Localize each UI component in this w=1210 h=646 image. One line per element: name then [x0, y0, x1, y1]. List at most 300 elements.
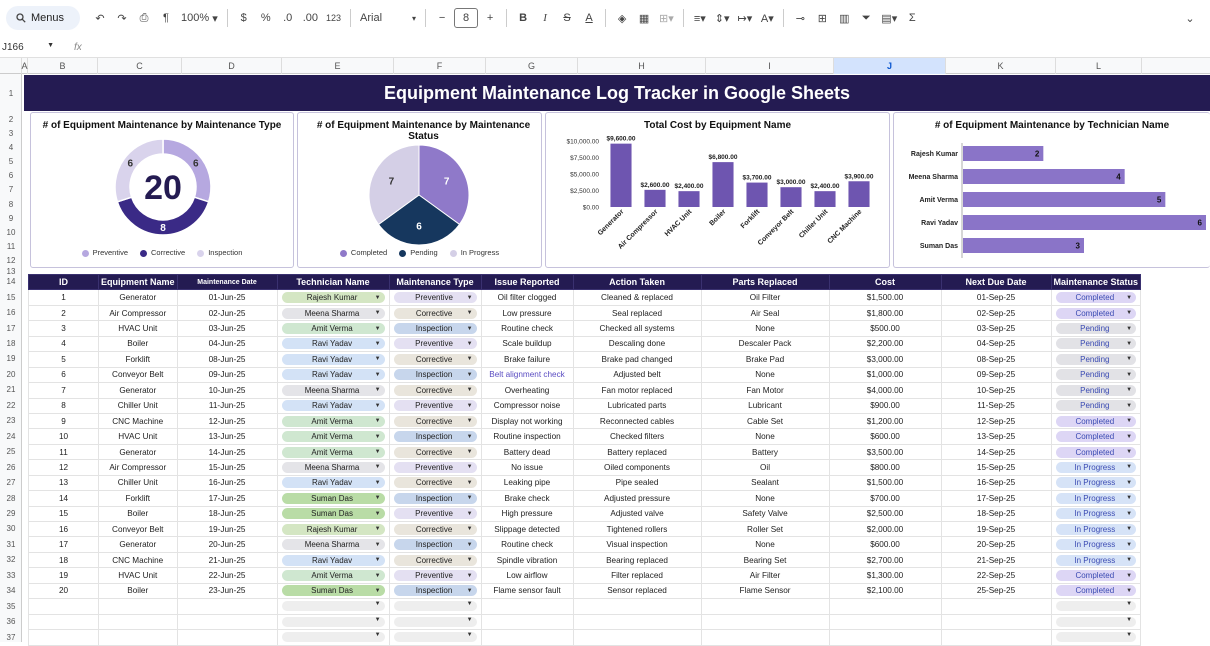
dropdown-chip[interactable]: [1056, 447, 1137, 458]
column-heading[interactable]: Maintenance Type: [389, 275, 481, 290]
table-cell[interactable]: Bearing Set: [701, 552, 829, 567]
dropdown-chip[interactable]: [394, 400, 477, 411]
column-header[interactable]: J: [834, 58, 946, 74]
table-cell[interactable]: Lubricant: [701, 398, 829, 413]
table-cell[interactable]: Brake pad changed: [573, 352, 701, 367]
row-header[interactable]: 5: [8, 157, 14, 167]
row-header[interactable]: 17: [6, 323, 16, 333]
row-header[interactable]: 3: [8, 128, 14, 138]
table-cell[interactable]: 09-Sep-25: [941, 367, 1051, 382]
text-rotation-icon[interactable]: A▾: [760, 12, 774, 25]
table-cell[interactable]: $1,300.00: [829, 568, 941, 583]
row-header[interactable]: 31: [6, 539, 16, 549]
column-heading[interactable]: Equipment Name: [99, 275, 178, 290]
row-header[interactable]: 28: [6, 493, 16, 503]
table-cell[interactable]: 14-Sep-25: [941, 444, 1051, 459]
dropdown-chip[interactable]: [282, 524, 385, 535]
dropdown-chip[interactable]: [394, 385, 477, 396]
table-cell[interactable]: 22-Sep-25: [941, 568, 1051, 583]
table-cell[interactable]: Boiler: [99, 506, 178, 521]
row-header[interactable]: 29: [6, 508, 16, 518]
table-cell[interactable]: 19-Jun-25: [177, 522, 277, 537]
table-cell[interactable]: 18-Sep-25: [941, 506, 1051, 521]
table-cell[interactable]: Air Compressor: [99, 460, 178, 475]
dropdown-chip[interactable]: [1056, 477, 1137, 488]
technician-dropdown[interactable]: [277, 321, 389, 336]
zoom-select[interactable]: 100% ▾: [181, 12, 218, 25]
table-cell[interactable]: $1,000.00: [829, 367, 941, 382]
paint-format-icon[interactable]: ¶: [163, 12, 169, 24]
dropdown-chip[interactable]: [1056, 338, 1137, 349]
table-cell[interactable]: Chiller Unit: [99, 475, 178, 490]
row-header[interactable]: 12: [6, 256, 16, 266]
table-cell[interactable]: Spindle vibration: [481, 552, 573, 567]
table-cell[interactable]: Adjusted belt: [573, 367, 701, 382]
row-header[interactable]: 10: [6, 228, 16, 238]
technician-dropdown[interactable]: [277, 367, 389, 382]
table-cell[interactable]: $3,000.00: [829, 352, 941, 367]
table-cell[interactable]: Conveyor Belt: [99, 367, 178, 382]
table-cell[interactable]: [701, 599, 829, 614]
table-cell[interactable]: None: [701, 537, 829, 552]
table-cell[interactable]: 4: [29, 336, 99, 351]
table-cell[interactable]: Leaking pipe: [481, 475, 573, 490]
dropdown-chip[interactable]: [282, 323, 385, 334]
table-cell[interactable]: $2,700.00: [829, 552, 941, 567]
table-cell[interactable]: [277, 614, 389, 629]
table-cell[interactable]: 08-Jun-25: [177, 352, 277, 367]
table-cell[interactable]: Roller Set: [701, 522, 829, 537]
table-cell[interactable]: 11-Sep-25: [941, 398, 1051, 413]
table-cell[interactable]: $800.00: [829, 460, 941, 475]
dropdown-chip[interactable]: [1056, 323, 1137, 334]
table-cell[interactable]: Routine inspection: [481, 429, 573, 444]
row-header[interactable]: 22: [6, 400, 16, 410]
table-cell[interactable]: 19: [29, 568, 99, 583]
collapse-toolbar-icon[interactable]: ⌄: [1185, 12, 1195, 25]
dropdown-chip[interactable]: [1056, 354, 1137, 365]
table-cell[interactable]: $2,500.00: [829, 506, 941, 521]
table-cell[interactable]: 04-Jun-25: [177, 336, 277, 351]
technician-dropdown[interactable]: [277, 522, 389, 537]
table-cell[interactable]: [481, 599, 573, 614]
table-cell[interactable]: [389, 599, 481, 614]
table-cell[interactable]: 08-Sep-25: [941, 352, 1051, 367]
table-cell[interactable]: Generator: [99, 383, 178, 398]
table-cell[interactable]: $2,000.00: [829, 522, 941, 537]
table-cell[interactable]: Generator: [99, 290, 178, 305]
table-cell[interactable]: Brake check: [481, 491, 573, 506]
status-dropdown[interactable]: [1051, 290, 1141, 305]
table-cell[interactable]: [1051, 614, 1141, 629]
dropdown-chip[interactable]: [282, 477, 385, 488]
table-cell[interactable]: [277, 599, 389, 614]
status-dropdown[interactable]: [1051, 383, 1141, 398]
row-header[interactable]: 8: [8, 199, 14, 209]
table-cell[interactable]: [29, 630, 99, 645]
technician-dropdown[interactable]: [277, 568, 389, 583]
dropdown-chip[interactable]: [282, 493, 385, 504]
table-cell[interactable]: [277, 630, 389, 645]
dropdown-chip[interactable]: [1056, 385, 1137, 396]
row-header[interactable]: 20: [6, 369, 16, 379]
column-header[interactable]: D: [182, 58, 282, 74]
table-cell[interactable]: CNC Machine: [99, 413, 178, 428]
row-header[interactable]: 37: [6, 632, 16, 642]
table-cell[interactable]: [573, 599, 701, 614]
insert-link-icon[interactable]: ⊸: [795, 12, 805, 25]
table-cell[interactable]: [701, 630, 829, 645]
table-cell[interactable]: Checked filters: [573, 429, 701, 444]
undo-icon[interactable]: ↶: [95, 12, 105, 25]
table-cell[interactable]: Oil filter clogged: [481, 290, 573, 305]
status-dropdown[interactable]: [1051, 336, 1141, 351]
status-dropdown[interactable]: [1051, 305, 1141, 320]
table-cell[interactable]: 15: [29, 506, 99, 521]
table-cell[interactable]: [29, 599, 99, 614]
table-cell[interactable]: Sensor replaced: [573, 583, 701, 598]
table-cell[interactable]: [177, 630, 277, 645]
table-cell[interactable]: 20-Jun-25: [177, 537, 277, 552]
dropdown-chip[interactable]: [394, 447, 477, 458]
status-dropdown[interactable]: [1051, 460, 1141, 475]
row-header[interactable]: 2: [8, 114, 14, 124]
decrease-font-size-button[interactable]: −: [438, 12, 446, 24]
table-cell[interactable]: $500.00: [829, 321, 941, 336]
table-cell[interactable]: Seal replaced: [573, 305, 701, 320]
dropdown-chip[interactable]: [394, 508, 477, 519]
table-cell[interactable]: [177, 599, 277, 614]
row-header[interactable]: 16: [6, 308, 16, 318]
table-cell[interactable]: None: [701, 491, 829, 506]
status-dropdown[interactable]: [1051, 491, 1141, 506]
table-cell[interactable]: 14: [29, 491, 99, 506]
table-cell[interactable]: Sealant: [701, 475, 829, 490]
row-header[interactable]: 15: [6, 292, 16, 302]
table-cell[interactable]: 21-Jun-25: [177, 552, 277, 567]
dropdown-chip[interactable]: [394, 369, 477, 380]
status-dropdown[interactable]: [1051, 568, 1141, 583]
horizontal-align-icon[interactable]: ≡▾: [693, 12, 706, 25]
dropdown-chip[interactable]: [282, 539, 385, 550]
table-cell[interactable]: Oiled components: [573, 460, 701, 475]
functions-icon[interactable]: Σ: [908, 12, 916, 24]
table-cell[interactable]: [1051, 599, 1141, 614]
table-cell[interactable]: 09-Jun-25: [177, 367, 277, 382]
table-cell[interactable]: High pressure: [481, 506, 573, 521]
menus-search[interactable]: [6, 6, 80, 30]
table-cell[interactable]: [829, 599, 941, 614]
fill-color-icon[interactable]: ◈: [617, 12, 627, 25]
table-cell[interactable]: Fan Motor: [701, 383, 829, 398]
table-cell[interactable]: Tightened rollers: [573, 522, 701, 537]
table-cell[interactable]: 20: [29, 583, 99, 598]
maintenance-type-dropdown[interactable]: [389, 444, 481, 459]
maintenance-type-dropdown[interactable]: [389, 537, 481, 552]
table-cell[interactable]: $4,000.00: [829, 383, 941, 398]
table-cell[interactable]: 5: [29, 352, 99, 367]
dropdown-chip[interactable]: [282, 585, 385, 596]
table-cell[interactable]: 1: [29, 290, 99, 305]
dropdown-chip[interactable]: [394, 354, 477, 365]
table-cell[interactable]: 18-Jun-25: [177, 506, 277, 521]
row-header[interactable]: 23: [6, 416, 16, 426]
table-cell[interactable]: 12-Sep-25: [941, 413, 1051, 428]
table-cell[interactable]: Low pressure: [481, 305, 573, 320]
increase-font-size-button[interactable]: +: [486, 12, 494, 24]
maintenance-type-dropdown[interactable]: [389, 336, 481, 351]
column-header[interactable]: K: [946, 58, 1056, 74]
table-cell[interactable]: 03-Jun-25: [177, 321, 277, 336]
table-cell[interactable]: 10: [29, 429, 99, 444]
dropdown-chip[interactable]: [394, 323, 477, 334]
column-heading[interactable]: Issue Reported: [481, 275, 573, 290]
dropdown-chip[interactable]: [394, 555, 477, 566]
table-cell[interactable]: Forklift: [99, 491, 178, 506]
table-cell[interactable]: Battery dead: [481, 444, 573, 459]
dropdown-chip[interactable]: [1056, 524, 1137, 535]
dropdown-chip[interactable]: [1056, 508, 1137, 519]
table-cell[interactable]: Low airflow: [481, 568, 573, 583]
column-heading[interactable]: Next Due Date: [941, 275, 1051, 290]
dropdown-chip[interactable]: [394, 416, 477, 427]
table-cell[interactable]: Pipe sealed: [573, 475, 701, 490]
redo-icon[interactable]: ↷: [117, 12, 127, 25]
column-header[interactable]: I: [706, 58, 834, 74]
maintenance-type-dropdown[interactable]: [389, 367, 481, 382]
table-cell[interactable]: HVAC Unit: [99, 321, 178, 336]
status-dropdown[interactable]: [1051, 552, 1141, 567]
table-cell[interactable]: 15-Jun-25: [177, 460, 277, 475]
column-heading[interactable]: Parts Replaced: [701, 275, 829, 290]
maintenance-type-chart[interactable]: [30, 112, 294, 268]
dropdown-chip[interactable]: [1056, 292, 1137, 303]
dropdown-chip[interactable]: [1056, 369, 1137, 380]
table-cell[interactable]: Belt alignment check: [481, 367, 573, 382]
column-header[interactable]: F: [394, 58, 486, 74]
insert-chart-icon[interactable]: ▥: [839, 12, 850, 25]
table-cell[interactable]: [177, 614, 277, 629]
table-cell[interactable]: None: [701, 367, 829, 382]
table-cell[interactable]: 21-Sep-25: [941, 552, 1051, 567]
dropdown-chip[interactable]: [282, 555, 385, 566]
table-cell[interactable]: 01-Jun-25: [177, 290, 277, 305]
table-cell[interactable]: Scale buildup: [481, 336, 573, 351]
row-header[interactable]: 36: [6, 617, 16, 627]
table-cell[interactable]: Generator: [99, 444, 178, 459]
row-header[interactable]: 24: [6, 431, 16, 441]
empty-dropdown[interactable]: [1056, 601, 1137, 611]
table-cell[interactable]: 14-Jun-25: [177, 444, 277, 459]
row-header[interactable]: 1: [8, 88, 14, 98]
technician-dropdown[interactable]: [277, 460, 389, 475]
table-cell[interactable]: Filter replaced: [573, 568, 701, 583]
dropdown-chip[interactable]: [282, 431, 385, 442]
maintenance-type-dropdown[interactable]: [389, 398, 481, 413]
table-cell[interactable]: Cleaned & replaced: [573, 290, 701, 305]
percent-format-button[interactable]: %: [260, 12, 271, 24]
table-cell[interactable]: 3: [29, 321, 99, 336]
status-dropdown[interactable]: [1051, 367, 1141, 382]
column-header[interactable]: E: [282, 58, 394, 74]
table-cell[interactable]: [29, 614, 99, 629]
font-select[interactable]: [357, 7, 419, 29]
table-cell[interactable]: [99, 614, 178, 629]
table-cell[interactable]: Overheating: [481, 383, 573, 398]
column-header[interactable]: L: [1056, 58, 1142, 74]
table-cell[interactable]: 6: [29, 367, 99, 382]
table-cell[interactable]: [99, 599, 178, 614]
table-cell[interactable]: $3,500.00: [829, 444, 941, 459]
technician-dropdown[interactable]: [277, 413, 389, 428]
row-header[interactable]: 34: [6, 586, 16, 596]
filter-views-icon[interactable]: ▤▾: [881, 12, 898, 25]
insert-comment-icon[interactable]: ⊞: [817, 12, 827, 25]
maintenance-type-dropdown[interactable]: [389, 321, 481, 336]
table-cell[interactable]: 02-Jun-25: [177, 305, 277, 320]
table-cell[interactable]: Bearing replaced: [573, 552, 701, 567]
table-cell[interactable]: 11-Jun-25: [177, 398, 277, 413]
status-dropdown[interactable]: [1051, 321, 1141, 336]
maintenance-type-dropdown[interactable]: [389, 491, 481, 506]
dropdown-chip[interactable]: [394, 477, 477, 488]
table-cell[interactable]: Brake failure: [481, 352, 573, 367]
table-cell[interactable]: Air Seal: [701, 305, 829, 320]
table-cell[interactable]: 02-Sep-25: [941, 305, 1051, 320]
table-cell[interactable]: 23-Jun-25: [177, 583, 277, 598]
dropdown-chip[interactable]: [1056, 539, 1137, 550]
row-header[interactable]: 30: [6, 524, 16, 534]
currency-format-button[interactable]: $: [240, 12, 247, 24]
table-cell[interactable]: [701, 614, 829, 629]
table-cell[interactable]: Chiller Unit: [99, 398, 178, 413]
table-cell[interactable]: Oil Filter: [701, 290, 829, 305]
technician-dropdown[interactable]: [277, 290, 389, 305]
table-cell[interactable]: $600.00: [829, 537, 941, 552]
dropdown-chip[interactable]: [282, 338, 385, 349]
dropdown-chip[interactable]: [282, 354, 385, 365]
empty-dropdown[interactable]: [394, 601, 477, 611]
table-cell[interactable]: Adjusted valve: [573, 506, 701, 521]
dropdown-chip[interactable]: [1056, 462, 1137, 473]
column-header[interactable]: G: [486, 58, 578, 74]
table-cell[interactable]: $600.00: [829, 429, 941, 444]
table-cell[interactable]: Cable Set: [701, 413, 829, 428]
maintenance-type-dropdown[interactable]: [389, 413, 481, 428]
dropdown-chip[interactable]: [394, 308, 477, 319]
dropdown-chip[interactable]: [1056, 493, 1137, 504]
table-cell[interactable]: Boiler: [99, 583, 178, 598]
technician-dropdown[interactable]: [277, 429, 389, 444]
row-header[interactable]: 25: [6, 447, 16, 457]
status-dropdown[interactable]: [1051, 583, 1141, 598]
table-cell[interactable]: $2,100.00: [829, 583, 941, 598]
maintenance-status-chart[interactable]: [297, 112, 542, 268]
table-cell[interactable]: 12: [29, 460, 99, 475]
technician-dropdown[interactable]: [277, 336, 389, 351]
table-cell[interactable]: [99, 630, 178, 645]
table-cell[interactable]: No issue: [481, 460, 573, 475]
table-cell[interactable]: $900.00: [829, 398, 941, 413]
table-cell[interactable]: [829, 614, 941, 629]
table-cell[interactable]: Air Filter: [701, 568, 829, 583]
row-header[interactable]: 26: [6, 462, 16, 472]
technician-dropdown[interactable]: [277, 398, 389, 413]
table-cell[interactable]: 12-Jun-25: [177, 413, 277, 428]
empty-dropdown[interactable]: [1056, 617, 1137, 627]
table-cell[interactable]: Flame sensor fault: [481, 583, 573, 598]
font-size-input[interactable]: 8: [454, 8, 478, 28]
table-cell[interactable]: 13: [29, 475, 99, 490]
technician-dropdown[interactable]: [277, 352, 389, 367]
table-cell[interactable]: 03-Sep-25: [941, 321, 1051, 336]
name-box[interactable]: [0, 42, 60, 53]
table-cell[interactable]: Brake Pad: [701, 352, 829, 367]
table-cell[interactable]: Display not working: [481, 413, 573, 428]
empty-dropdown[interactable]: [1056, 632, 1137, 642]
maintenance-type-dropdown[interactable]: [389, 506, 481, 521]
column-heading[interactable]: Action Taken: [573, 275, 701, 290]
dropdown-chip[interactable]: [282, 508, 385, 519]
table-cell[interactable]: Battery: [701, 444, 829, 459]
table-cell[interactable]: 10-Sep-25: [941, 383, 1051, 398]
column-heading[interactable]: Maintenance Status: [1051, 275, 1141, 290]
dropdown-chip[interactable]: [394, 524, 477, 535]
table-cell[interactable]: 11: [29, 444, 99, 459]
maintenance-type-dropdown[interactable]: [389, 429, 481, 444]
table-cell[interactable]: None: [701, 429, 829, 444]
table-cell[interactable]: [481, 614, 573, 629]
table-cell[interactable]: Routine check: [481, 321, 573, 336]
maintenance-type-dropdown[interactable]: [389, 352, 481, 367]
table-cell[interactable]: Checked all systems: [573, 321, 701, 336]
table-cell[interactable]: HVAC Unit: [99, 429, 178, 444]
table-cell[interactable]: [941, 614, 1051, 629]
dropdown-chip[interactable]: [1056, 400, 1137, 411]
table-cell[interactable]: [573, 614, 701, 629]
bold-icon[interactable]: B: [519, 12, 528, 24]
vertical-align-icon[interactable]: ⇕▾: [714, 12, 730, 25]
table-cell[interactable]: CNC Machine: [99, 552, 178, 567]
status-dropdown[interactable]: [1051, 413, 1141, 428]
technician-dropdown[interactable]: [277, 475, 389, 490]
table-cell[interactable]: 7: [29, 383, 99, 398]
table-cell[interactable]: Air Compressor: [99, 305, 178, 320]
technician-dropdown[interactable]: [277, 305, 389, 320]
dropdown-chip[interactable]: [1056, 585, 1137, 596]
maintenance-type-dropdown[interactable]: [389, 305, 481, 320]
table-cell[interactable]: 17-Jun-25: [177, 491, 277, 506]
dropdown-chip[interactable]: [282, 369, 385, 380]
table-cell[interactable]: Generator: [99, 537, 178, 552]
dropdown-chip[interactable]: [282, 308, 385, 319]
merge-cells-icon[interactable]: ⊞▾: [659, 12, 674, 25]
table-cell[interactable]: $700.00: [829, 491, 941, 506]
maintenance-type-dropdown[interactable]: [389, 383, 481, 398]
table-cell[interactable]: 17: [29, 537, 99, 552]
table-cell[interactable]: [481, 630, 573, 645]
table-cell[interactable]: Conveyor Belt: [99, 522, 178, 537]
dropdown-chip[interactable]: [1056, 555, 1137, 566]
table-cell[interactable]: 25-Sep-25: [941, 583, 1051, 598]
technician-dropdown[interactable]: [277, 537, 389, 552]
row-header[interactable]: 33: [6, 570, 16, 580]
table-cell[interactable]: Boiler: [99, 336, 178, 351]
column-header[interactable]: B: [28, 58, 98, 74]
row-header[interactable]: 13: [6, 266, 16, 276]
column-heading[interactable]: Technician Name: [277, 275, 389, 290]
column-header[interactable]: A: [22, 58, 28, 74]
